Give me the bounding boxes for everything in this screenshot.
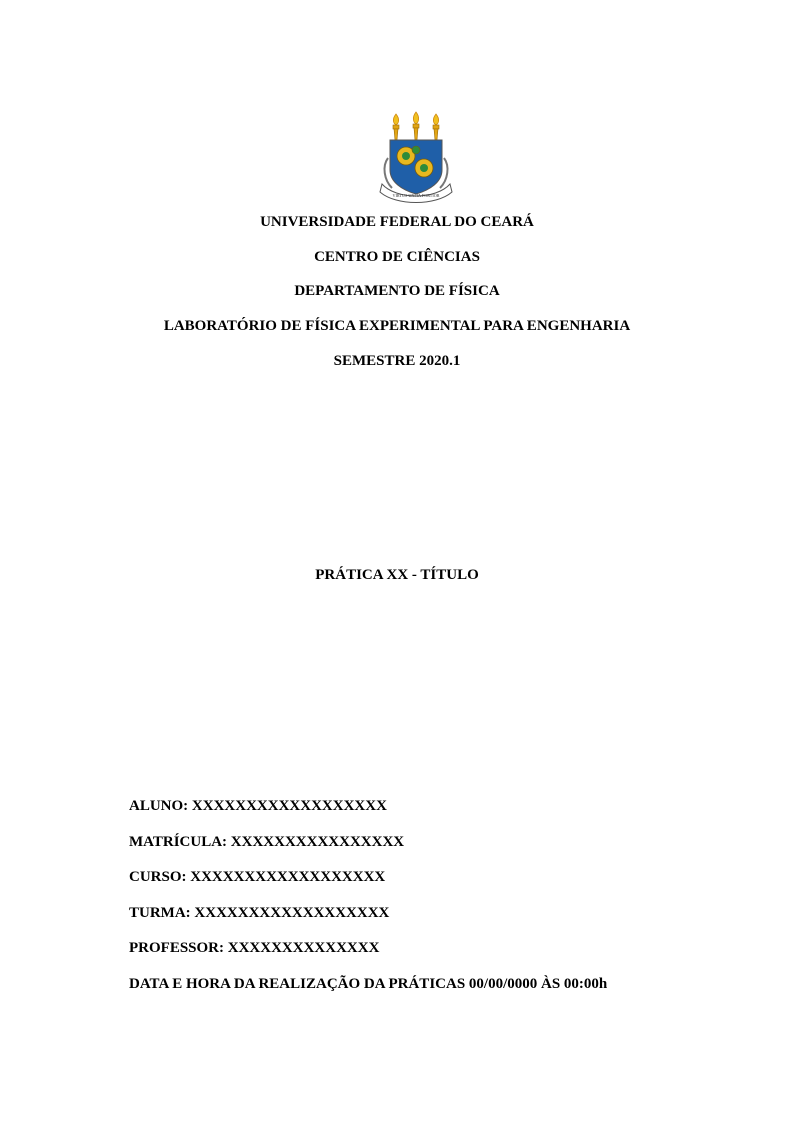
student-course: CURSO: XXXXXXXXXXXXXXXXXX bbox=[129, 869, 386, 885]
professor-name: PROFESSOR: XXXXXXXXXXXXXX bbox=[129, 940, 380, 956]
torch-icon bbox=[393, 112, 439, 140]
practice-title: PRÁTICA XX - TÍTULO bbox=[315, 567, 479, 583]
university-name: UNIVERSIDADE FEDERAL DO CEARÁ bbox=[260, 214, 534, 230]
practice-datetime: DATA E HORA DA REALIZAÇÃO DA PRÁTICAS 00/00/0000 ÀS 00:00h bbox=[129, 976, 608, 992]
laboratory-name: LABORATÓRIO DE FÍSICA EXPERIMENTAL PARA ENGENHARIA bbox=[163, 318, 631, 334]
university-crest-icon bbox=[378, 110, 454, 206]
department-name: DEPARTAMENTO DE FÍSICA bbox=[294, 283, 500, 299]
crest-motto: VIRTUS UNITA FORTIOR bbox=[392, 193, 440, 198]
student-class: TURMA: XXXXXXXXXXXXXXXXXX bbox=[129, 905, 390, 921]
student-registration: MATRÍCULA: XXXXXXXXXXXXXXXX bbox=[129, 834, 405, 850]
center-name: CENTRO DE CIÊNCIAS bbox=[314, 249, 480, 265]
student-name: ALUNO: XXXXXXXXXXXXXXXXXX bbox=[129, 798, 387, 814]
semester-label: SEMESTRE 2020.1 bbox=[333, 353, 461, 369]
